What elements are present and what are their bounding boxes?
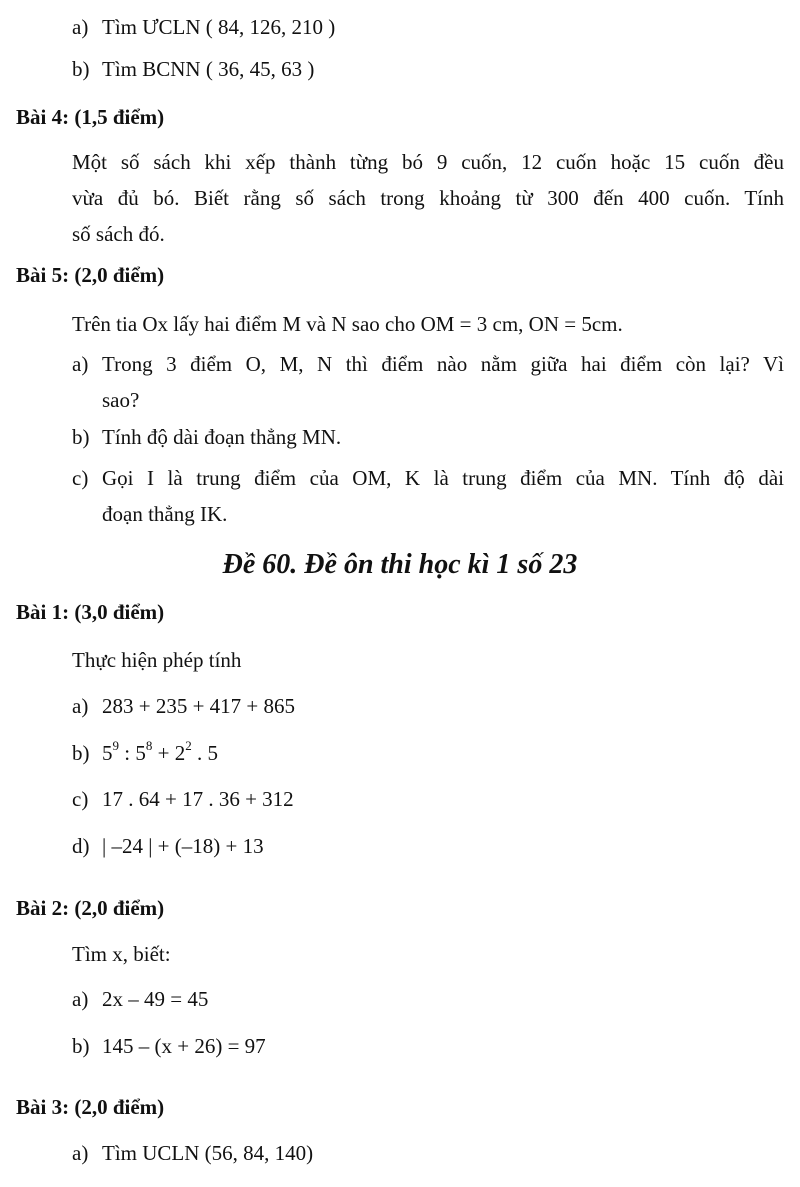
operator-2: + [152,741,175,765]
bai4-text [72,144,784,252]
bai4-line3: số sách đó. [72,222,165,246]
exam-title: Đề 60. Đề ôn thi học kì 1 số 23 [222,549,578,580]
bai3-heading: Bài 3: (2,0 điểm) [16,1095,165,1119]
bai5-intro: Trên tia Ox lấy hai điểm M và N sao cho OM = 3 cm, ON = 5cm. [72,312,623,336]
item-label: a) [72,1141,89,1165]
exponent-2: 8 [145,738,153,753]
item-text: | –24 | + (–18) + 13 [102,834,264,858]
bai5-c-line2: đoạn thẳng IK. [102,502,228,526]
item-label: b) [72,1034,90,1058]
item-text: 145 – (x + 26) = 97 [102,1034,266,1058]
bai1-item-d [72,831,264,861]
bai1-item-a [72,691,295,721]
bai4-line1: Một số sách khi xếp thành từng bó 9 cuốn, 12 cuốn hoặc 15 cuốn đều [72,150,784,174]
bai5-item-c [72,460,784,532]
bai1-item-b [72,738,218,768]
bai5-item-a [72,346,784,418]
item-label: b) [72,57,90,81]
item-text: 283 + 235 + 417 + 865 [102,694,296,718]
item-label: a) [72,352,89,376]
item-label: d) [72,834,90,858]
bai4-line2: vừa đủ bó. Biết rằng số sách trong khoảng từ 300 đến 400 cuốn. Tính [72,186,784,210]
item-label: a) [72,694,89,718]
item-text: Tìm ƯCLN ( 84, 126, 210 ) [102,15,336,39]
item-label: c) [72,787,89,811]
base-1: 5 [102,741,113,765]
operator-1: : [119,741,136,765]
exponent-3: 2 [185,738,192,753]
item-label: c) [72,466,89,490]
exponent-1: 9 [112,738,119,753]
bai5-a-line1: Trong 3 điểm O, M, N thì điểm nào nằm giữa hai điểm còn lại? Vì [102,352,784,376]
item-text: Tìm BCNN ( 36, 45, 63 ) [102,57,315,81]
bai4-heading: Bài 4: (1,5 điểm) [16,105,165,129]
bai5-heading: Bài 5: (2,0 điểm) [16,263,165,287]
item-text: Tìm UCLN (56, 84, 140) [102,1141,314,1165]
top-item-b [72,54,314,84]
bai5-item-b [72,422,341,452]
top-item-a [72,12,335,42]
bai1-heading: Bài 1: (3,0 điểm) [16,600,165,624]
item-text: 2x – 49 = 45 [102,987,209,1011]
item-text: 17 . 64 + 17 . 36 + 312 [102,787,294,811]
item-label: a) [72,15,89,39]
item-label: a) [72,987,89,1011]
item-text: Tính độ dài đoạn thẳng MN. [102,425,342,449]
math-expression [102,738,218,765]
bai1-item-c [72,784,294,814]
tail: . 5 [191,741,218,765]
bai2-heading: Bài 2: (2,0 điểm) [16,896,165,920]
item-label: b) [72,425,90,449]
bai2-item-a [72,984,208,1014]
bai5-a-line2: sao? [102,388,140,412]
bai5-c-line1: Gọi I là trung điểm của OM, K là trung điểm của MN. Tính độ dài [102,466,784,490]
item-label: b) [72,741,90,765]
bai2-intro: Tìm x, biết: [72,942,171,966]
base-2: 5 [135,741,146,765]
base-3: 2 [174,741,186,765]
bai3-item-a [72,1138,313,1168]
bai1-intro: Thực hiện phép tính [72,648,242,672]
bai2-item-b [72,1031,266,1061]
